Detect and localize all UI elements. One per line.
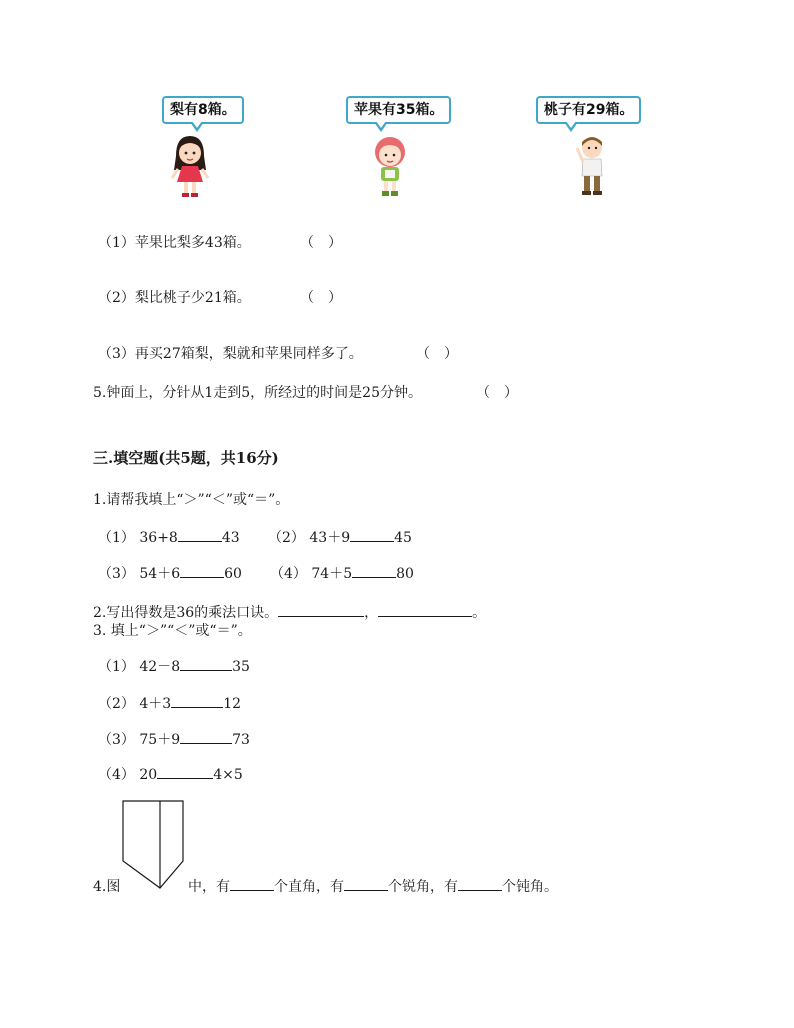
judge-item-3 <box>98 345 363 363</box>
speech-bubble-peach <box>536 96 641 124</box>
answer-blank[interactable] <box>178 541 222 542</box>
judge-item-5-text: 5.钟面上，分针从1走到5，所经过的时间是25分钟。 <box>93 385 422 401</box>
speech-bubble-apple <box>346 96 451 124</box>
expression-right: 12 <box>223 696 242 712</box>
answer-blank[interactable] <box>171 707 223 708</box>
answer-blank[interactable] <box>180 670 232 671</box>
item-label: （4） <box>98 767 135 783</box>
answer-paren-2[interactable]: （ ） <box>300 290 342 306</box>
answer-paren-1[interactable]: （ ） <box>300 235 342 251</box>
expression-right: 45 <box>394 530 412 546</box>
compare-item <box>98 565 242 583</box>
boy-character-illustration <box>570 134 610 198</box>
period: 。 <box>472 605 487 621</box>
item-label: （3） <box>98 732 135 748</box>
compare-item <box>98 766 243 784</box>
expression-left: 4＋3 <box>139 696 172 712</box>
speech-bubble-pear <box>162 96 244 124</box>
answer-blank-2[interactable] <box>378 616 472 617</box>
item-label: （1） <box>98 530 135 546</box>
girl-character-illustration <box>170 134 210 198</box>
item-label: （4） <box>270 566 307 582</box>
judge-item-5 <box>93 384 422 402</box>
expression-left: 20 <box>139 767 158 783</box>
apple-girl-character-illustration <box>370 134 410 198</box>
judge-item-2 <box>98 289 251 307</box>
answer-paren-5[interactable]: （ ） <box>476 385 518 401</box>
acute-angle-blank[interactable] <box>344 890 388 891</box>
compare-item <box>98 529 240 547</box>
answer-blank[interactable] <box>352 577 396 578</box>
question-4 <box>188 878 558 896</box>
expression-right: 60 <box>224 566 242 582</box>
expression-left: 75＋9 <box>139 732 181 748</box>
right-angle-blank[interactable] <box>230 890 274 891</box>
compare-item <box>98 731 250 749</box>
answer-paren-3[interactable]: （ ） <box>416 346 458 362</box>
pentagon-figure <box>120 799 186 891</box>
expression-left: 74＋5 <box>311 566 353 582</box>
expression-right: 80 <box>396 566 414 582</box>
expression-right: 35 <box>232 659 250 675</box>
compare-item <box>98 695 241 713</box>
judge-item-1 <box>98 234 251 252</box>
question-1-title: 1.请帮我填上“＞”“＜”或“＝”。 <box>93 492 290 508</box>
compare-item <box>270 565 414 583</box>
answer-blank[interactable] <box>157 778 213 779</box>
expression-left: 36+8 <box>139 530 178 546</box>
answer-blank[interactable] <box>350 541 394 542</box>
question-4-text-c: 个锐角，有 <box>388 879 458 895</box>
judge-item-3-text: （3）再买27箱梨，梨就和苹果同样多了。 <box>98 346 363 362</box>
judge-item-1-text: （1）苹果比梨多43箱。 <box>98 235 251 251</box>
obtuse-angle-blank[interactable] <box>458 890 502 891</box>
separator: ， <box>364 605 379 621</box>
expression-right: 4×5 <box>213 767 243 783</box>
bubble-text: 桃子有29箱。 <box>544 102 634 118</box>
expression-right: 73 <box>232 732 250 748</box>
question-4-text-a: 中，有 <box>188 879 230 895</box>
bubble-text: 梨有8箱。 <box>170 102 236 118</box>
compare-item <box>98 658 250 676</box>
question-4-text-b: 个直角，有 <box>274 879 344 895</box>
item-label: （1） <box>98 659 135 675</box>
answer-blank[interactable] <box>180 743 232 744</box>
answer-blank-1[interactable] <box>278 616 364 617</box>
question-4-text-d: 个钝角。 <box>502 879 558 895</box>
judge-item-2-text: （2）梨比桃子少21箱。 <box>98 290 251 306</box>
question-4-prefix: 4.图 <box>93 879 121 895</box>
bubble-text: 苹果有35箱。 <box>354 102 444 118</box>
expression-left: 54＋6 <box>139 566 181 582</box>
item-label: （3） <box>98 566 135 582</box>
expression-left: 42－8 <box>139 659 181 675</box>
expression-right: 43 <box>221 530 240 546</box>
answer-blank[interactable] <box>180 577 224 578</box>
item-label: （2） <box>268 530 305 546</box>
item-label: （2） <box>98 696 135 712</box>
question-2-text: 2.写出得数是36的乘法口诀。 <box>93 605 279 621</box>
question-2 <box>93 604 486 622</box>
question-3-title: 3. 填上“＞”“＜”或“＝”。 <box>93 623 252 639</box>
expression-left: 43＋9 <box>309 530 351 546</box>
section-title: 三.填空题(共5题，共16分) <box>93 449 279 467</box>
compare-item <box>268 529 412 547</box>
